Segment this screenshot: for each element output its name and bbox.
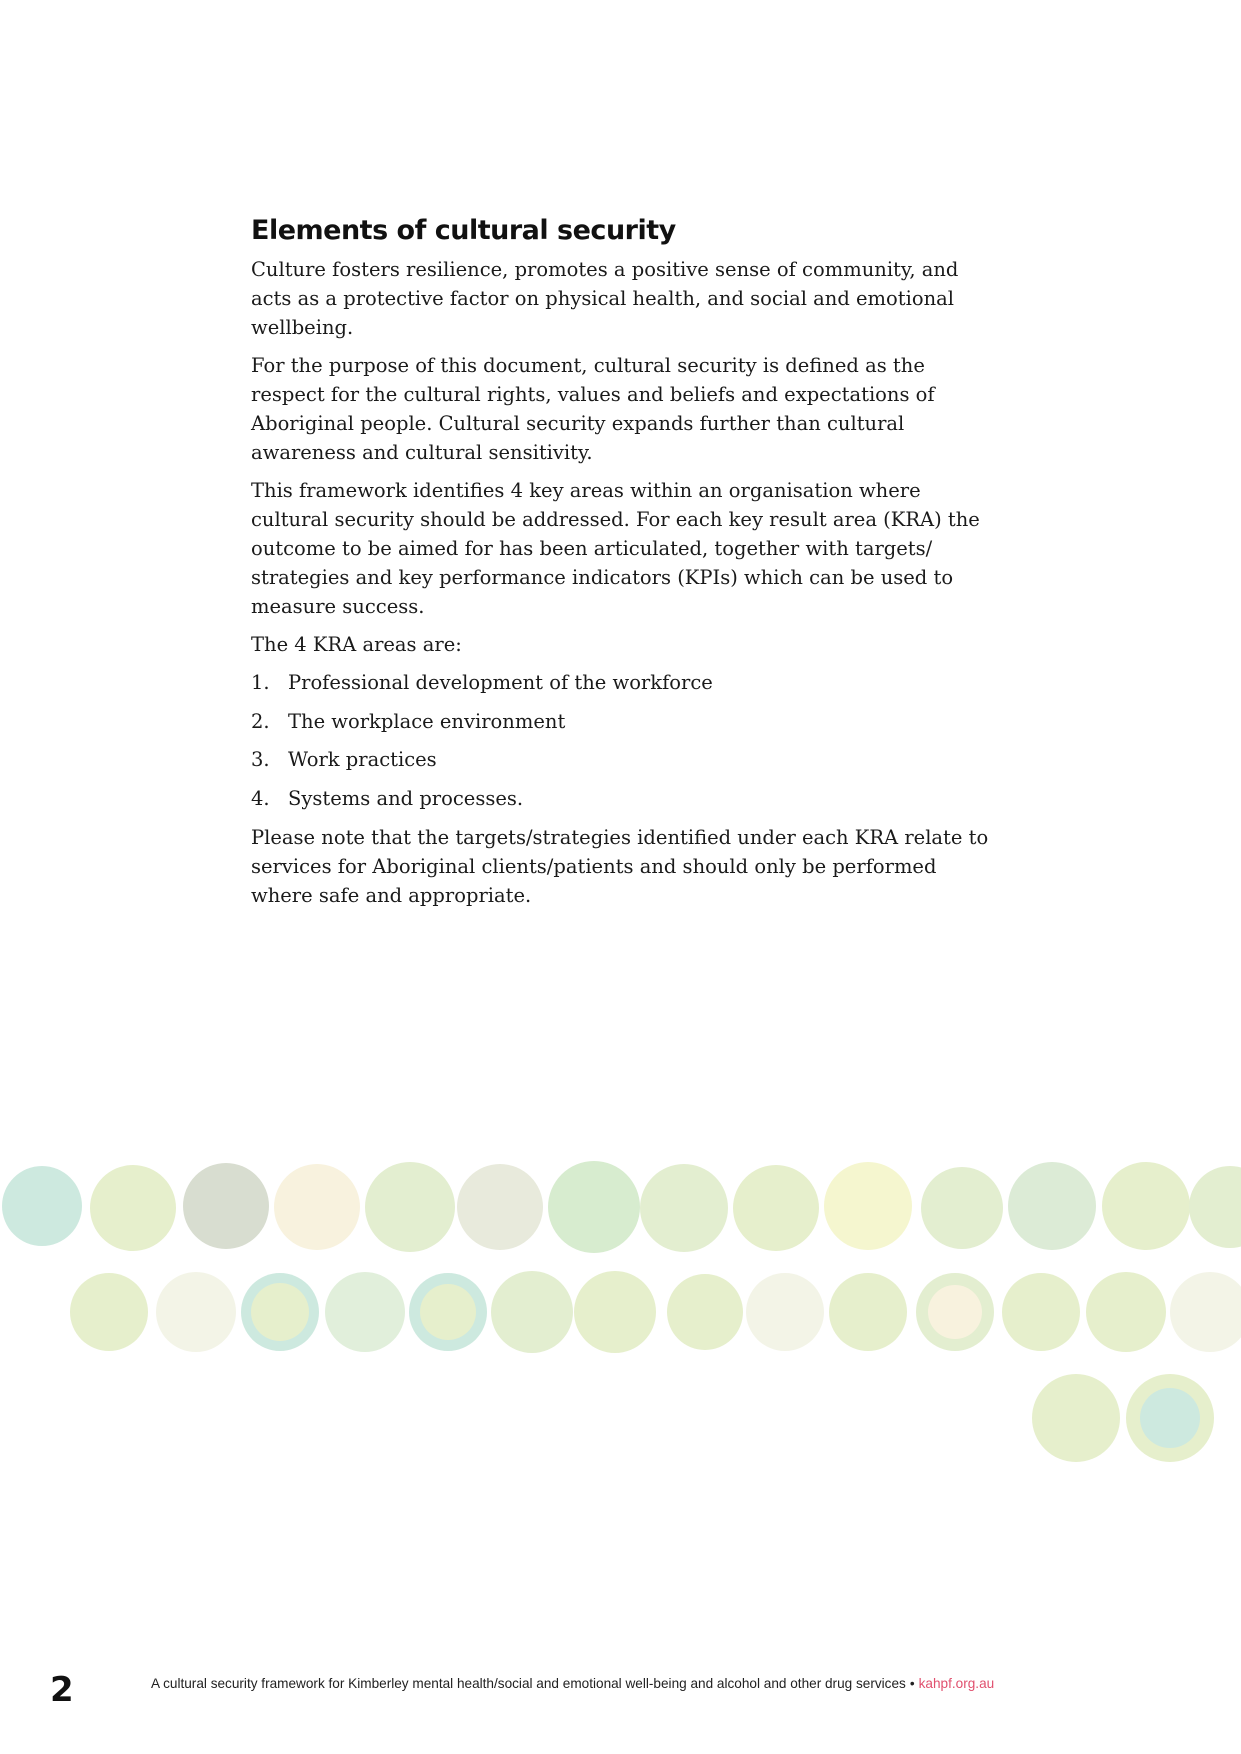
list-item-number: 4. xyxy=(251,787,270,811)
decorative-dot xyxy=(183,1163,269,1249)
decorative-dot xyxy=(1140,1388,1200,1448)
decorative-dot xyxy=(1086,1272,1166,1352)
paragraph-note: Please note that the targets/strategies identified under each KRA relate to services for Aboriginal clients/patients and should only be performed where safe and appropriate. xyxy=(251,825,989,907)
main-content xyxy=(251,205,1001,919)
paragraph-kra-intro: The 4 KRA areas are: xyxy=(251,633,462,656)
decorative-dot xyxy=(746,1273,824,1351)
list-item-number: 3. xyxy=(251,748,270,772)
decorative-dot xyxy=(1032,1374,1120,1462)
decorative-dot xyxy=(921,1167,1003,1249)
decorative-dot xyxy=(2,1166,82,1246)
decorative-dot xyxy=(251,1283,309,1341)
paragraph-culture: Culture fosters resilience, promotes a positive sense of community, and acts as a protective factor on physical health, and social and emotional wellbeing. xyxy=(251,258,959,339)
decorative-dot xyxy=(548,1161,640,1253)
decorative-dot xyxy=(70,1273,148,1351)
decorative-dot xyxy=(1002,1273,1080,1351)
list-item-text: Professional development of the workforce xyxy=(288,671,713,694)
footer-text: A cultural security framework for Kimberley mental health/social and emotional well-being and alcohol and other drug services xyxy=(151,1676,906,1691)
decorative-dot xyxy=(824,1162,912,1250)
paragraph-definition: For the purpose of this document, cultural security is defined as the respect for the cultural rights, values and beliefs and expectations of Aboriginal people. Cultural security expands further than cultural awareness and cultural sensitivity. xyxy=(251,354,935,464)
list-item-text: Systems and processes. xyxy=(288,787,524,811)
list-item xyxy=(251,707,1001,736)
decorative-dot xyxy=(420,1284,476,1340)
decorative-dot xyxy=(640,1164,728,1252)
decorative-dot xyxy=(1008,1162,1096,1250)
paragraph-framework: This framework identifies 4 key areas within an organisation where cultural security should be addressed. For each key result area (KRA) the outcome to be aimed for has been articulated, together with targets/ strategies and key performance indicators (KPIs) which can be used to measure success. xyxy=(251,479,980,618)
decorative-dot xyxy=(574,1271,656,1353)
kra-list xyxy=(251,668,1001,813)
decorative-dot xyxy=(90,1165,176,1251)
page-title: Elements of cultural security xyxy=(251,215,676,246)
page-number: 2 xyxy=(50,1670,74,1710)
decorative-dot xyxy=(274,1164,360,1250)
decorative-dots xyxy=(0,1150,1241,1480)
website-link[interactable]: kahpf.org.au xyxy=(918,1676,995,1691)
list-item xyxy=(251,784,1001,813)
list-item xyxy=(251,668,1001,697)
decorative-dot xyxy=(667,1274,743,1350)
decorative-dot xyxy=(1102,1162,1190,1250)
footer-separator: • xyxy=(909,1676,915,1691)
decorative-dot xyxy=(156,1272,236,1352)
decorative-dot xyxy=(491,1271,573,1353)
list-item-text: Work practices xyxy=(288,748,437,772)
list-item-number: 2. xyxy=(251,709,270,733)
decorative-dot xyxy=(325,1272,405,1352)
list-item-text: The workplace environment xyxy=(288,709,566,733)
decorative-dot xyxy=(1170,1272,1241,1352)
decorative-dot xyxy=(733,1165,819,1251)
footer xyxy=(151,1676,994,1691)
decorative-dot xyxy=(928,1285,982,1339)
decorative-dot xyxy=(829,1273,907,1351)
decorative-dot xyxy=(365,1162,455,1252)
list-item xyxy=(251,745,1001,774)
decorative-dot xyxy=(1189,1166,1241,1248)
list-item-number: 1. xyxy=(251,671,270,694)
decorative-dot xyxy=(457,1164,543,1250)
